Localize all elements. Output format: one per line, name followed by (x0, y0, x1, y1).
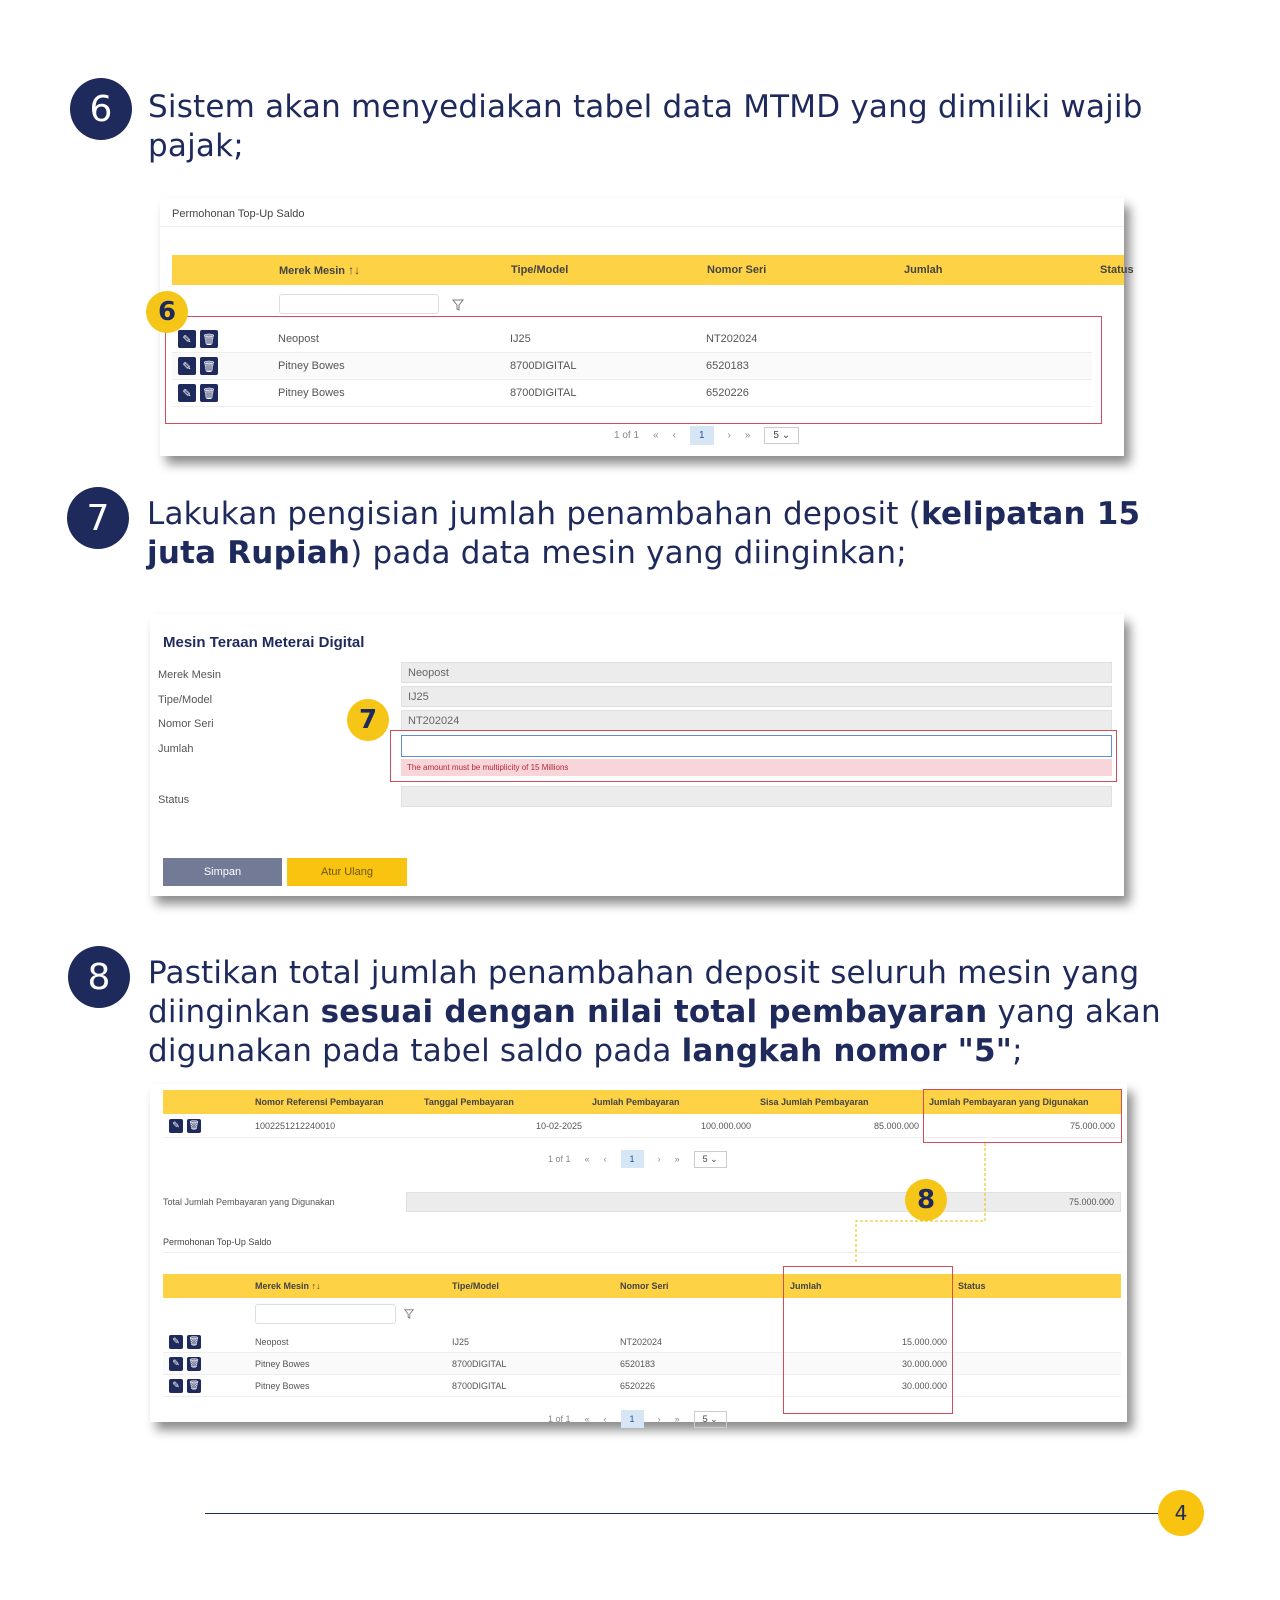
sort-icon[interactable]: ↑↓ (311, 1281, 321, 1291)
col-merek-mesin[interactable]: Merek Mesin ↑↓ (255, 1281, 321, 1291)
label-status: Status (158, 794, 190, 806)
table-row[interactable] (163, 1353, 1121, 1375)
jumlah-error-message: The amount must be multiplicity of 15 Millions (401, 759, 1112, 776)
step-7-number: 7 (67, 487, 129, 549)
table-title: Permohonan Top-Up Saldo (172, 208, 305, 220)
trash-icon[interactable]: 🗑 (200, 357, 218, 375)
merek-filter-input[interactable] (279, 294, 439, 314)
cell-merek: Pitney Bowes (255, 1358, 310, 1369)
cell-nomor-referensi: 1002251212240010 (255, 1120, 336, 1131)
total-field: 75.000.000 (406, 1192, 1121, 1212)
cell-tipe: 8700DIGITAL (510, 387, 577, 399)
page-size-select[interactable]: 5 ⌄ (694, 1411, 727, 1428)
callout-badge-7: 7 (347, 699, 389, 741)
sort-icon[interactable]: ↑↓ (348, 263, 361, 277)
callout-badge-8: 8 (905, 1179, 947, 1221)
tipe-model-field: IJ25 (401, 686, 1112, 707)
col-merek-mesin[interactable]: Merek Mesin ↑↓ (279, 263, 361, 277)
step-7-text: Lakukan pengisian jumlah penambahan deposit (kelipatan 15 juta Rupiah) pada data mesin yang diinginkan; (147, 496, 1141, 571)
page-size-select[interactable]: 5 ⌄ (764, 427, 799, 444)
col-nomor-seri[interactable]: Nomor Seri (620, 1281, 669, 1291)
current-page-button[interactable]: 1 (621, 1150, 644, 1168)
first-page-button[interactable]: « (584, 1154, 590, 1164)
highlight-box (390, 730, 1117, 782)
first-page-button[interactable]: « (584, 1414, 590, 1424)
page-number: 4 (1158, 1490, 1204, 1536)
reset-button[interactable]: Atur Ulang (287, 858, 407, 886)
cell-seri: NT202024 (620, 1336, 663, 1347)
col-nomor-seri[interactable]: Nomor Seri (707, 264, 767, 276)
pencil-icon[interactable]: ✎ (169, 1335, 183, 1349)
trash-icon[interactable]: 🗑 (187, 1379, 201, 1393)
cell-seri: 6520183 (620, 1358, 656, 1369)
cell-tipe: IJ25 (452, 1336, 470, 1347)
col-tipe-model[interactable]: Tipe/Model (452, 1281, 499, 1291)
nomor-seri-field: NT202024 (401, 710, 1112, 731)
col-tipe-model[interactable]: Tipe/Model (511, 264, 569, 276)
filter-icon[interactable] (452, 299, 464, 311)
pencil-icon[interactable]: ✎ (178, 330, 196, 348)
payment-pagination (548, 1150, 727, 1168)
status-field (401, 786, 1112, 807)
last-page-button[interactable]: » (674, 1414, 680, 1424)
label-merek-mesin: Merek Mesin (158, 669, 221, 681)
topup-table-header (163, 1274, 1121, 1298)
table-header (172, 255, 1134, 285)
highlight-box (783, 1266, 953, 1414)
trash-icon[interactable]: 🗑 (187, 1357, 201, 1371)
step-6-text: Sistem akan menyediakan tabel data MTMD yang dimiliki wajib pajak; (148, 89, 1143, 164)
cell-seri: NT202024 (706, 333, 758, 345)
cell-seri: 6520226 (620, 1380, 656, 1391)
next-page-button[interactable]: › (657, 1414, 661, 1424)
trash-icon[interactable]: 🗑 (200, 384, 218, 402)
pagination (614, 426, 799, 445)
page-size-select[interactable]: 5 ⌄ (694, 1151, 727, 1168)
pencil-icon[interactable]: ✎ (178, 384, 196, 402)
prev-page-button[interactable]: ‹ (603, 1414, 607, 1424)
screenshot-table-8 (150, 1084, 1127, 1422)
pencil-icon[interactable]: ✎ (169, 1357, 183, 1371)
col-nomor-referensi[interactable]: Nomor Referensi Pembayaran (255, 1097, 384, 1107)
next-page-button[interactable]: › (727, 430, 731, 441)
label-tipe-model: Tipe/Model (158, 694, 213, 706)
pencil-icon[interactable]: ✎ (169, 1119, 183, 1133)
page-info: 1 of 1 (548, 1154, 571, 1164)
merek-mesin-field: Neopost (401, 662, 1112, 683)
step-6-number: 6 (70, 78, 132, 140)
col-status[interactable]: Status (1100, 264, 1134, 276)
next-page-button[interactable]: › (657, 1154, 661, 1164)
cell-jumlah: 15.000.000 (901, 1336, 947, 1347)
topup-table-title: Permohonan Top-Up Saldo (163, 1237, 272, 1247)
chevron-down-icon: ⌄ (781, 430, 791, 441)
cell-merek: Pitney Bowes (278, 360, 345, 372)
highlight-box (165, 316, 1102, 424)
trash-icon[interactable]: 🗑 (187, 1119, 201, 1133)
save-button[interactable]: Simpan (163, 858, 282, 886)
last-page-button[interactable]: » (674, 1154, 680, 1164)
label-jumlah: Jumlah (158, 743, 194, 755)
current-page-button[interactable]: 1 (690, 426, 714, 445)
prev-page-button[interactable]: ‹ (603, 1154, 607, 1164)
trash-icon[interactable]: 🗑 (200, 330, 218, 348)
cell-jumlah: 30.000.000 (901, 1380, 947, 1391)
cell-merek: Pitney Bowes (255, 1380, 310, 1391)
highlight-box (923, 1089, 1122, 1143)
col-jumlah-digunakan[interactable]: Jumlah Pembayaran yang Digunakan (929, 1097, 1089, 1107)
col-jumlah-pembayaran[interactable]: Jumlah Pembayaran (592, 1097, 680, 1107)
cell-jumlah-digunakan: 75.000.000 (1069, 1120, 1115, 1131)
topup-pagination (548, 1410, 727, 1428)
cell-merek: Pitney Bowes (278, 387, 345, 399)
cell-sisa-jumlah: 85.000.000 (873, 1120, 919, 1131)
cell-tipe: 8700DIGITAL (452, 1358, 507, 1369)
prev-page-button[interactable]: ‹ (672, 430, 676, 441)
col-tanggal-pembayaran[interactable]: Tanggal Pembayaran (424, 1097, 514, 1107)
cell-tipe: 8700DIGITAL (452, 1380, 507, 1391)
screenshot-form-7 (150, 614, 1124, 896)
step-8-number: 8 (68, 946, 130, 1008)
last-page-button[interactable]: » (744, 430, 751, 441)
first-page-button[interactable]: « (653, 430, 659, 441)
cell-seri: 6520226 (706, 387, 749, 399)
page-info: 1 of 1 (614, 430, 640, 441)
trash-icon[interactable]: 🗑 (187, 1335, 201, 1349)
label-nomor-seri: Nomor Seri (158, 718, 214, 730)
footer-rule (205, 1513, 1160, 1514)
merek-filter-input[interactable] (255, 1304, 396, 1324)
cell-merek: Neopost (255, 1336, 289, 1347)
cell-merek: Neopost (278, 333, 319, 345)
table-row[interactable] (163, 1375, 1121, 1397)
cell-tipe: 8700DIGITAL (510, 360, 577, 372)
table-row[interactable] (163, 1331, 1121, 1353)
total-label: Total Jumlah Pembayaran yang Digunakan (163, 1197, 335, 1207)
col-sisa-jumlah[interactable]: Sisa Jumlah Pembayaran (760, 1097, 869, 1107)
chevron-down-icon: ⌄ (710, 1413, 718, 1424)
callout-badge-6: 6 (146, 291, 188, 333)
chevron-down-icon: ⌄ (710, 1153, 718, 1164)
step-8-text: Pastikan total jumlah penambahan deposit seluruh mesin yang diinginkan sesuai dengan nilai total pembayaran yang akan digunakan pada tabel saldo pada langkah nomor "5"; (148, 955, 1161, 1069)
col-status[interactable]: Status (958, 1281, 986, 1291)
filter-icon[interactable] (404, 1309, 414, 1319)
pencil-icon[interactable]: ✎ (169, 1379, 183, 1393)
screenshot-table-6 (160, 198, 1134, 456)
pencil-icon[interactable]: ✎ (178, 357, 196, 375)
cell-jumlah-pembayaran: 100.000.000 (700, 1120, 751, 1131)
cell-tipe: IJ25 (510, 333, 531, 345)
cell-jumlah: 30.000.000 (901, 1358, 947, 1369)
current-page-button[interactable]: 1 (621, 1410, 644, 1428)
col-jumlah[interactable]: Jumlah (790, 1281, 822, 1291)
page-info: 1 of 1 (548, 1414, 571, 1424)
form-title: Mesin Teraan Meterai Digital (163, 634, 365, 651)
cell-tanggal: 10-02-2025 (535, 1120, 582, 1131)
cell-seri: 6520183 (706, 360, 749, 372)
col-jumlah[interactable]: Jumlah (904, 264, 943, 276)
